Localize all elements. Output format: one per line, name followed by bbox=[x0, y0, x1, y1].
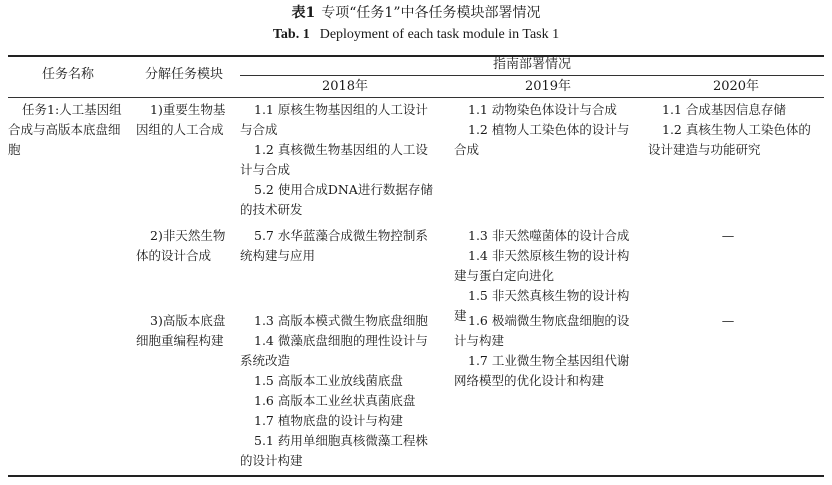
task-name-cell bbox=[8, 100, 122, 160]
row3-2018-item: 1.3 高版本模式微生物底盘细胞 bbox=[254, 313, 428, 328]
header-guide: 指南部署情况 bbox=[492, 57, 571, 72]
caption-label-en: Tab. 1 bbox=[272, 27, 310, 42]
row3-2019-item: 1.7 工业微生物全基因组代谢网络模型的优化设计和构建 bbox=[454, 353, 630, 388]
row1-2019-item: 1.2 植物人工染色体的设计与合成 bbox=[454, 122, 630, 157]
header-year-2018: 2018年 bbox=[321, 79, 369, 94]
row1-2020 bbox=[648, 100, 816, 160]
table-caption-cn bbox=[0, 4, 832, 22]
row2-2020-dash: — bbox=[721, 228, 735, 243]
header-year-2020: 2020年 bbox=[712, 79, 760, 94]
guide-subrule bbox=[240, 75, 824, 76]
caption-title-en: Deployment of each task module in Task 1 bbox=[319, 27, 560, 42]
caption-label-cn: 表1 bbox=[291, 5, 316, 21]
row3-2019-item: 1.6 极端微生物底盘细胞的设计与构建 bbox=[454, 313, 630, 348]
row3-2020-dash: — bbox=[721, 313, 735, 328]
row3-module bbox=[136, 311, 234, 351]
row2-module bbox=[136, 226, 234, 266]
row3-2020 bbox=[648, 311, 808, 331]
row1-2020-item: 1.2 真核生物人工染色体的设计建造与功能研究 bbox=[648, 122, 811, 157]
header-module: 分解任务模块 bbox=[144, 67, 223, 82]
row1-2018 bbox=[240, 100, 440, 220]
row1-2018-item: 1.2 真核微生物基因组的人工设计与合成 bbox=[240, 142, 428, 177]
row2-2018-item: 5.7 水华蓝藻合成微生物控制系统构建与应用 bbox=[240, 228, 428, 263]
row3-2018-item: 5.1 药用单细胞真核微藻工程株的设计构建 bbox=[240, 433, 428, 468]
row3-2018-item: 1.5 高版本工业放线菌底盘 bbox=[254, 373, 403, 388]
row1-2018-item: 1.1 原核生物基因组的人工设计与合成 bbox=[240, 102, 428, 137]
row1-module-text: 1)重要生物基因组的人工合成 bbox=[136, 102, 226, 137]
row3-2019 bbox=[454, 311, 640, 391]
row3-module-text: 3)高版本底盘细胞重编程构建 bbox=[136, 313, 226, 348]
header-rule bbox=[8, 97, 824, 98]
row1-2020-item: 1.1 合成基因信息存储 bbox=[662, 102, 786, 117]
row3-2018-item: 1.6 高版本工业丝状真菌底盘 bbox=[254, 393, 416, 408]
row3-2018 bbox=[240, 311, 440, 471]
header-task-name: 任务名称 bbox=[41, 67, 94, 82]
row2-2018 bbox=[240, 226, 440, 266]
row1-module bbox=[136, 100, 234, 140]
table-caption-en bbox=[0, 26, 832, 44]
row2-2019-item: 1.3 非天然噬菌体的设计合成 bbox=[468, 228, 630, 243]
row2-2020 bbox=[648, 226, 808, 246]
row1-2018-item: 5.2 使用合成DNA进行数据存储的技术研发 bbox=[240, 182, 433, 217]
row2-2019-item: 1.4 非天然原核生物的设计构建与蛋白定向进化 bbox=[454, 248, 630, 283]
row3-2018-item: 1.4 微藻底盘细胞的理性设计与系统改造 bbox=[240, 333, 428, 368]
caption-title-cn: 专项“任务1”中各任务模块部署情况 bbox=[321, 5, 541, 21]
header-year-2019: 2019年 bbox=[524, 79, 572, 94]
row2-module-text: 2)非天然生物体的设计合成 bbox=[136, 228, 226, 263]
row3-2018-item: 1.7 植物底盘的设计与构建 bbox=[254, 413, 403, 428]
task-name: 任务1:人工基因组合成与高版本底盘细胞 bbox=[8, 102, 122, 157]
bottom-rule bbox=[8, 475, 824, 477]
row1-2019 bbox=[454, 100, 640, 160]
row1-2019-item: 1.1 动物染色体设计与合成 bbox=[468, 102, 617, 117]
row2-2019-item: 1.5 非天然真核生物的设计构建 bbox=[454, 288, 630, 323]
